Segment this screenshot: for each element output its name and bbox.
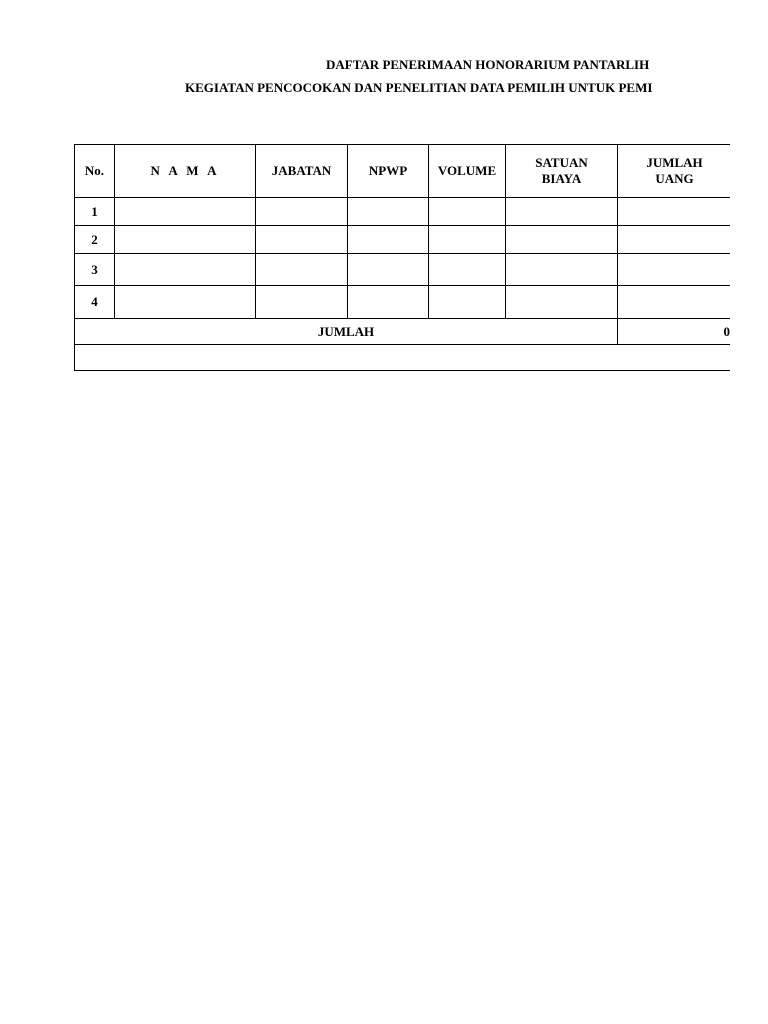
cell-satuan-biaya[interactable]: [506, 254, 618, 286]
cell-nama[interactable]: [115, 286, 256, 319]
cell-nama[interactable]: [115, 198, 256, 226]
cell-npwp[interactable]: [348, 198, 429, 226]
blank-row: [75, 345, 731, 371]
cell-jumlah-uang[interactable]: [618, 286, 731, 319]
cell-jabatan[interactable]: [256, 226, 348, 254]
cell-satuan-biaya[interactable]: [506, 198, 618, 226]
cell-no: 2: [75, 226, 115, 254]
honorarium-table-container: [74, 144, 730, 371]
cell-volume[interactable]: [429, 198, 506, 226]
honorarium-table: [74, 144, 730, 371]
cell-jabatan[interactable]: [256, 198, 348, 226]
cell-volume[interactable]: [429, 254, 506, 286]
document-subtitle: KEGIATAN PENCOCOKAN DAN PENELITIAN DATA PEMILIH UNTUK PEMI: [185, 80, 653, 95]
cell-nama[interactable]: [115, 254, 256, 286]
cell-nama[interactable]: [115, 226, 256, 254]
header-npwp: NPWP: [348, 145, 429, 198]
cell-satuan-biaya[interactable]: [506, 286, 618, 319]
header-nama: N A M A: [115, 145, 256, 198]
header-no: No.: [75, 145, 115, 198]
header-jumlah-uang: [618, 145, 731, 198]
cell-no: 1: [75, 198, 115, 226]
total-row: [75, 319, 731, 345]
header-volume: VOLUME: [429, 145, 506, 198]
header-satuan-biaya-line2: BIAYA: [541, 171, 582, 186]
blank-cell: [75, 345, 731, 371]
document-title: DAFTAR PENERIMAAN HONORARIUM PANTARLIH: [326, 57, 650, 72]
cell-npwp[interactable]: [348, 286, 429, 319]
table-row: [75, 226, 731, 254]
table-row: [75, 198, 731, 226]
header-jumlah-uang-line1: JUMLAH: [646, 155, 703, 170]
cell-jumlah-uang[interactable]: [618, 198, 731, 226]
table-row: [75, 286, 731, 319]
cell-jumlah-uang[interactable]: [618, 226, 731, 254]
table-header-row: [75, 145, 731, 198]
cell-npwp[interactable]: [348, 254, 429, 286]
header-satuan-biaya-line1: SATUAN: [535, 155, 588, 170]
total-label: JUMLAH: [75, 319, 618, 345]
cell-volume[interactable]: [429, 286, 506, 319]
cell-jumlah-uang[interactable]: [618, 254, 731, 286]
cell-satuan-biaya[interactable]: [506, 226, 618, 254]
header-jumlah-uang-line2: UANG: [655, 171, 694, 186]
cell-jabatan[interactable]: [256, 286, 348, 319]
header-jabatan: JABATAN: [256, 145, 348, 198]
cell-no: 4: [75, 286, 115, 319]
total-value: 0: [618, 319, 731, 345]
header-satuan-biaya: [506, 145, 618, 198]
cell-jabatan[interactable]: [256, 254, 348, 286]
cell-npwp[interactable]: [348, 226, 429, 254]
cell-no: 3: [75, 254, 115, 286]
cell-volume[interactable]: [429, 226, 506, 254]
table-row: [75, 254, 731, 286]
